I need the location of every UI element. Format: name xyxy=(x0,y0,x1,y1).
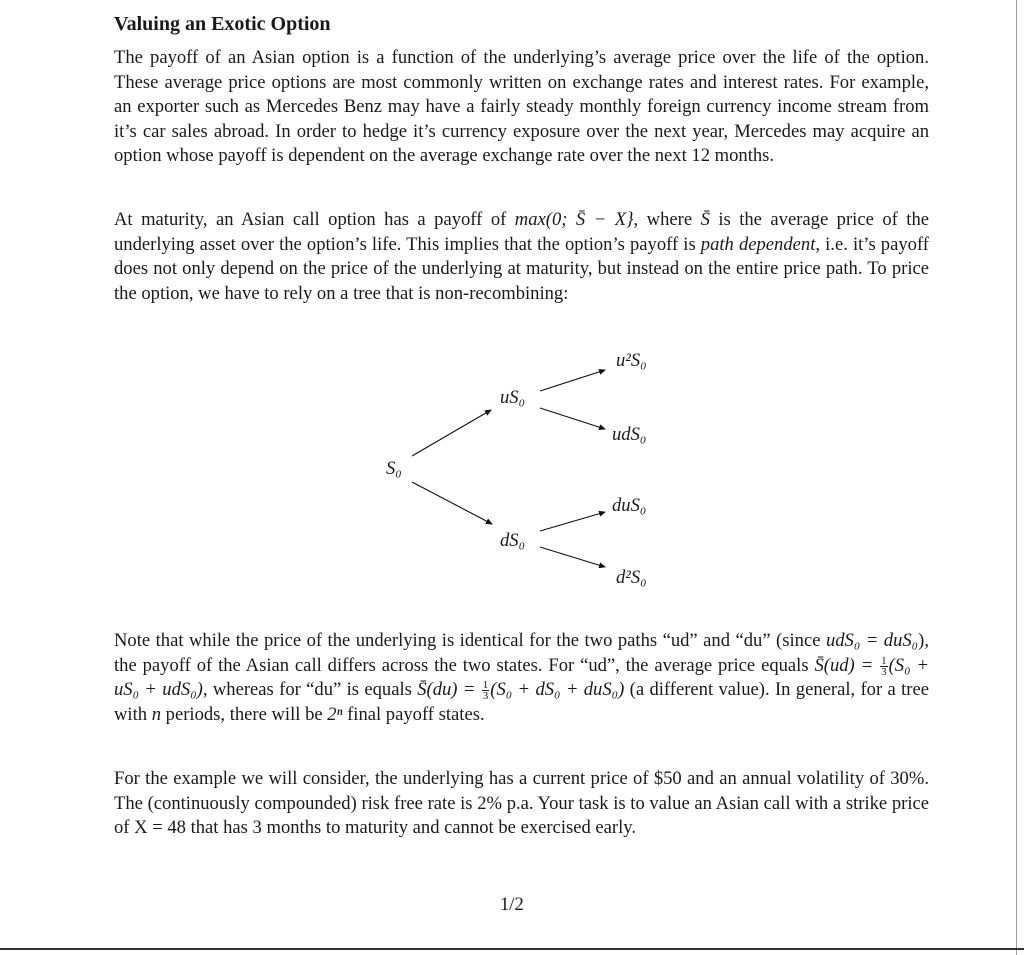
paragraph-intro: The payoff of an Asian option is a function of the underlying’s average price over the life of the option. These average price options are most commonly written on exchange rates and interest rates. For example, an exporter such as Mercedes Benz may have a fairly steady monthly foreign currency income stream from it’s car sales abroad. In order to hedge it’s currency exposure over the next year, Mercedes may acquire an option whose payoff is dependent on the average exchange rate over the next 12 months. xyxy=(114,47,929,166)
fraction-one-third xyxy=(880,656,888,677)
text: , whereas for “du” is equals xyxy=(202,679,418,700)
tree-node-root: S₀ xyxy=(386,458,402,479)
math-sbar: S̄ xyxy=(700,209,710,230)
page-number: 1/2 xyxy=(500,894,524,915)
edge-root-down xyxy=(412,482,492,524)
math-2n: 2ⁿ xyxy=(327,703,343,725)
edge-root-up xyxy=(412,410,491,456)
document-title: Valuing an Exotic Option xyxy=(114,13,331,35)
text: Note that while the price of the underlying is identical for the two paths “ud” and “du” (since xyxy=(114,630,826,651)
text: (a different value). In general, for a tree with xyxy=(114,679,929,725)
tree-node-uu: u²S₀ xyxy=(616,350,647,371)
text: , i.e. it’s payoff does not only depend on the price of the underlying at maturity, but instead on the entire price path. To price the option, we have to rely on a tree that is non-recombining: xyxy=(114,233,929,304)
math-equality: udS₀ = duS₀ xyxy=(825,630,919,651)
text: final payoff states. xyxy=(342,703,485,725)
emphasis-path-dependent: path dependent xyxy=(700,233,816,255)
edge-down-du xyxy=(540,512,605,531)
paragraph-task: For the example we will consider, the underlying has a current price of $50 and an annual volatility of 30%. The (continuously compounded) risk free rate is 2% p.a. Your task is to value an Asian call with a strike price of X = 48 that has 3 months to maturity and cannot be exercised early. xyxy=(114,768,929,838)
page-frame-bottom xyxy=(0,948,1024,950)
text: periods, there will be xyxy=(161,703,328,725)
text: At maturity, an Asian call option has a payoff of xyxy=(114,209,515,230)
tree-node-up: uS₀ xyxy=(500,387,526,408)
page-frame-right xyxy=(1016,0,1017,955)
tree-node-du: duS₀ xyxy=(612,495,647,516)
edge-up-ud xyxy=(540,408,605,429)
text: ), the payoff of the Asian call differs across the two states. For “ud”, the average price equals xyxy=(114,630,929,676)
math-sum-ud: (S₀ + uS₀ + udS₀) xyxy=(114,654,929,700)
tree-node-dd: d²S₀ xyxy=(616,567,647,588)
tree-node-ud: udS₀ xyxy=(612,424,647,445)
paragraph-path-note xyxy=(114,629,929,727)
math-avg-ud: S̄(ud) = xyxy=(814,654,880,676)
fraction-numerator: 1 xyxy=(881,654,887,667)
math-payoff: max(0; S̄ − X} xyxy=(514,209,634,230)
fraction-denominator: 3 xyxy=(881,665,887,678)
paragraph-asian-payoff xyxy=(114,208,929,306)
fraction-one-third xyxy=(482,680,490,701)
edge-down-dd xyxy=(540,547,605,567)
math-avg-du: S̄(du) = xyxy=(417,679,481,700)
edge-up-uu xyxy=(540,370,605,391)
fraction-numerator: 1 xyxy=(482,679,489,692)
math-n: n xyxy=(151,703,162,725)
math-sum-du: (S₀ + dS₀ + duS₀) xyxy=(490,679,625,700)
text: , where xyxy=(633,209,701,230)
tree-node-down: dS₀ xyxy=(500,530,526,551)
fraction-denominator: 3 xyxy=(482,690,489,703)
text: is the average price of the underlying asset over the option’s life. This implies that the option’s payoff is xyxy=(114,209,930,255)
